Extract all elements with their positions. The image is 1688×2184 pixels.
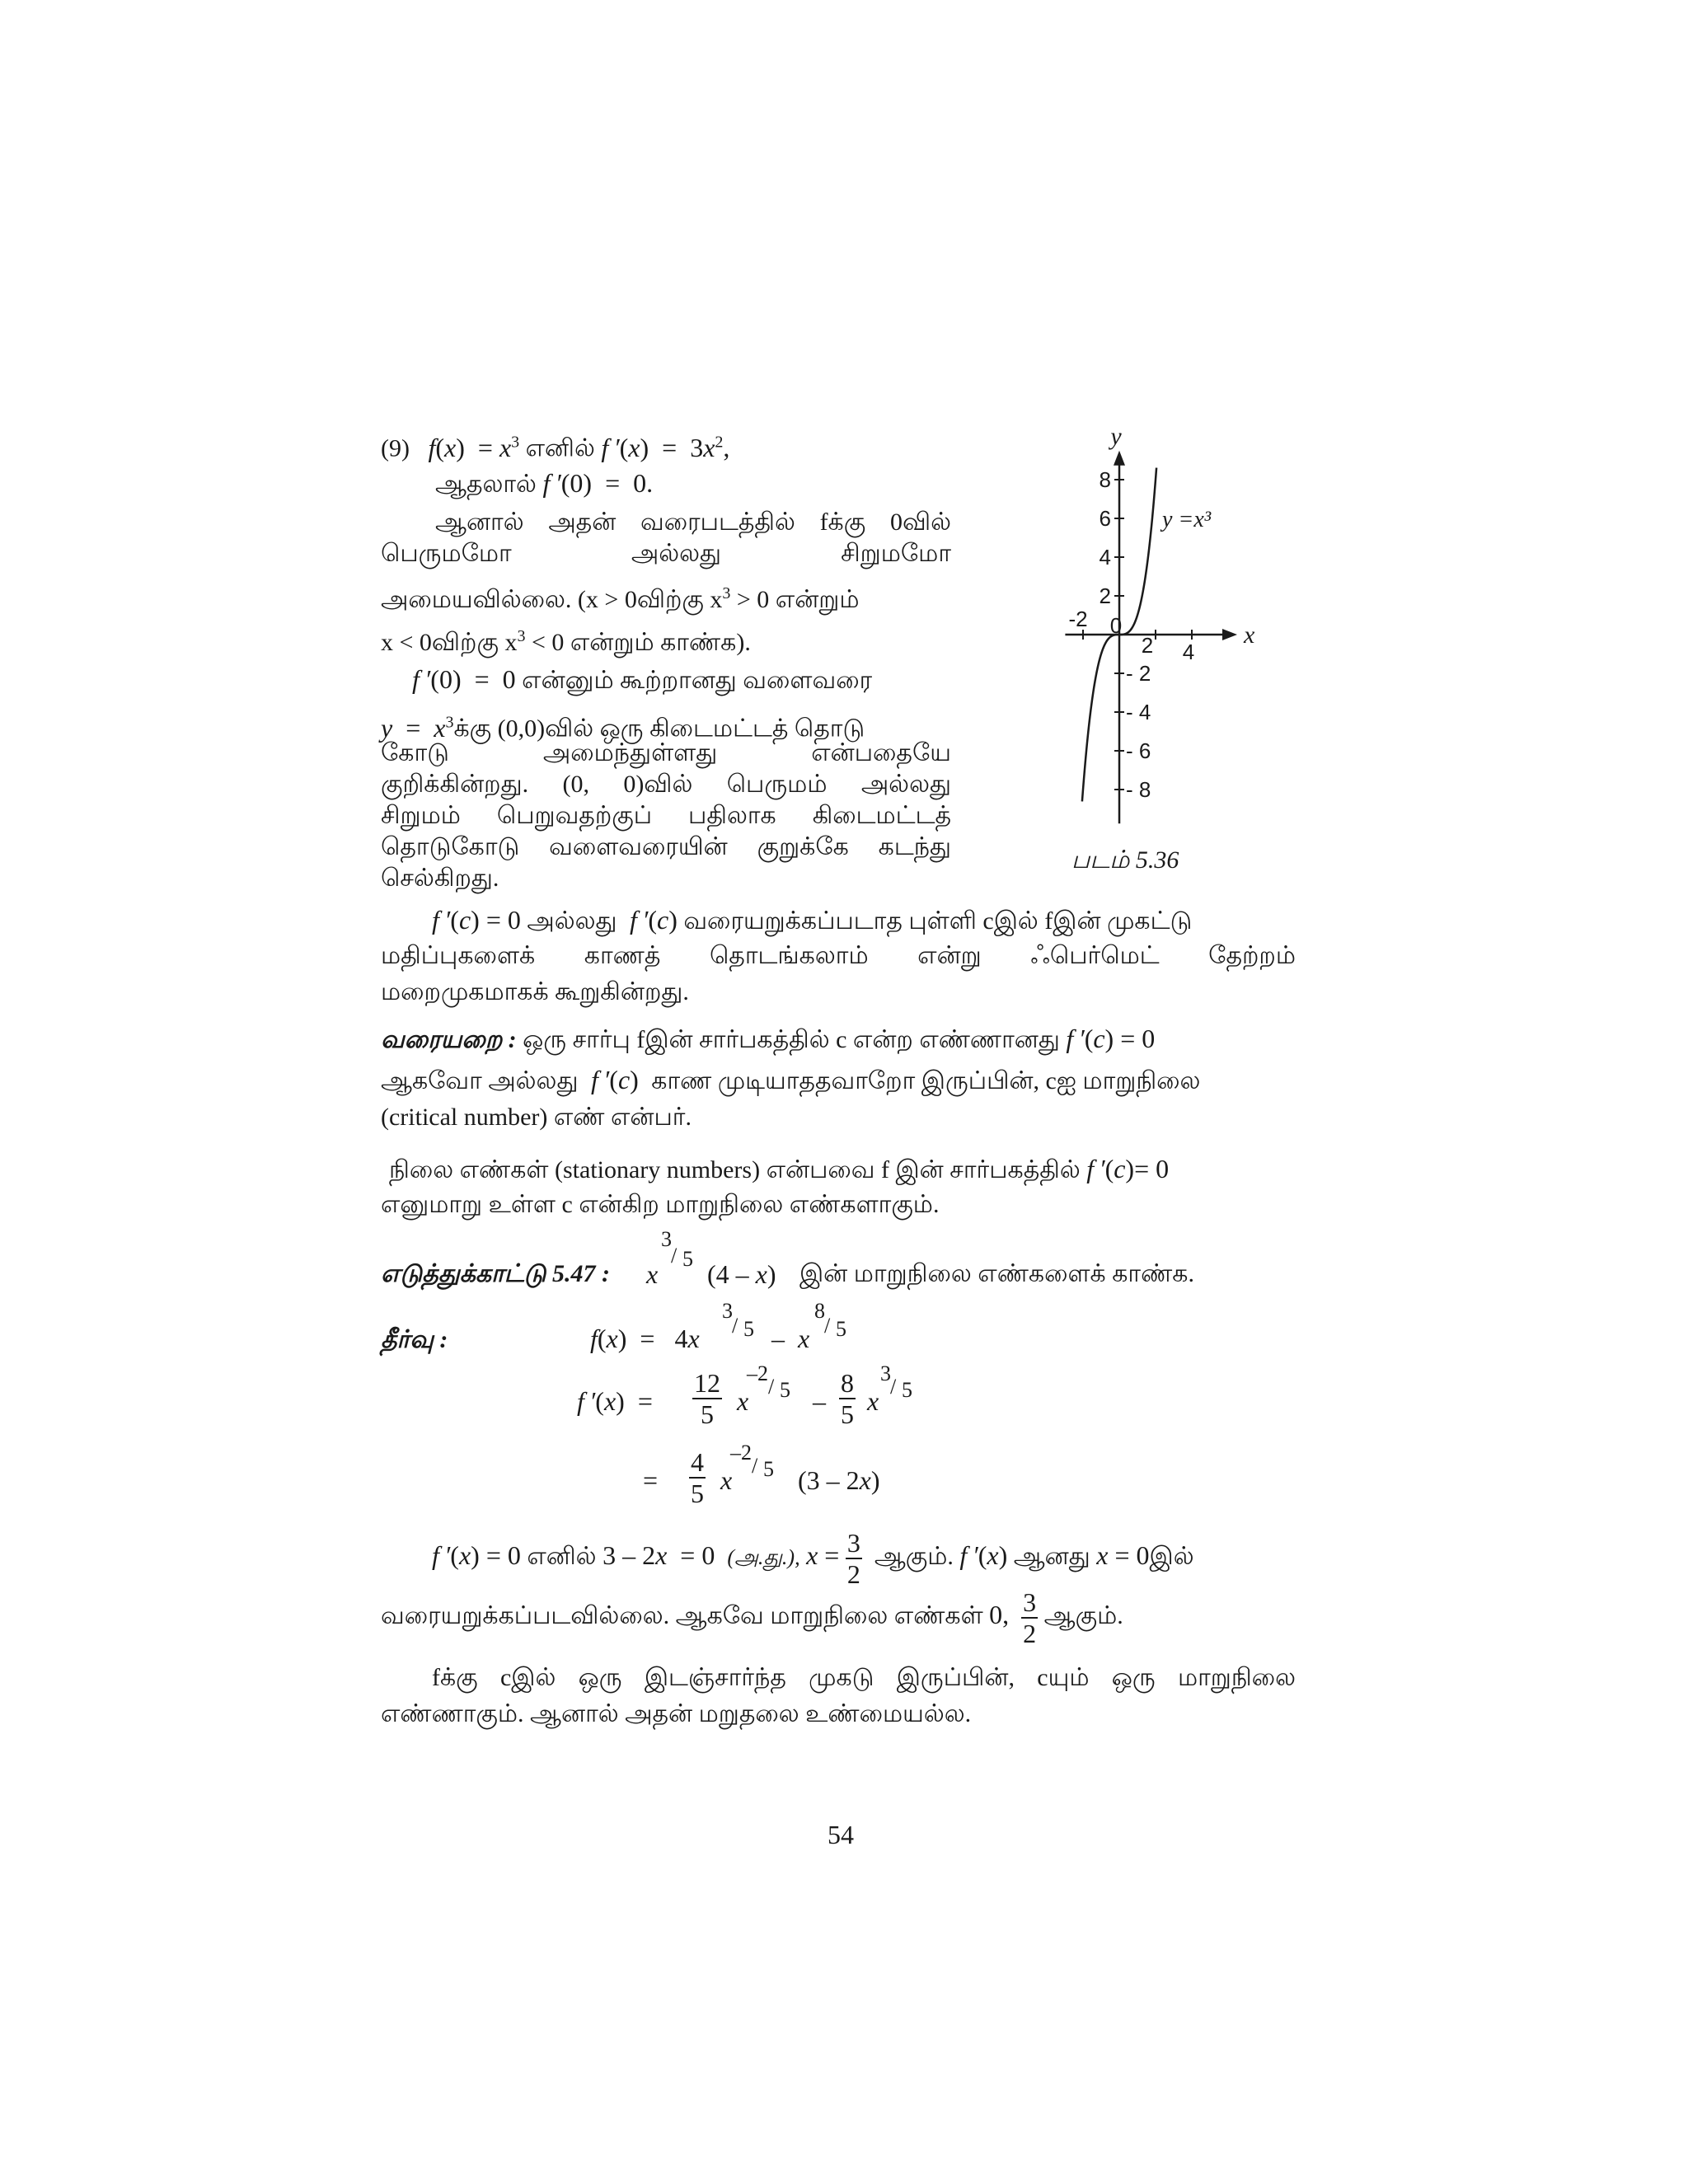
y-tick-label: 4 xyxy=(1099,545,1111,569)
text-segment: இல் xyxy=(1149,1542,1194,1570)
para2-line7: செல்கிறது. xyxy=(381,865,499,892)
x-tick-label: -2 xyxy=(1068,607,1088,631)
text-segment: > 0 என்றும் xyxy=(736,586,860,613)
text-segment: x < 0விற்கு x xyxy=(381,629,518,656)
solution-label: தீர்வு : xyxy=(381,1326,448,1353)
caption-text: படம் 5.36 xyxy=(1071,846,1179,874)
page-number: 54 xyxy=(828,1820,854,1849)
para2-line6: தொடுகோடு வளைவரையின் குறுக்கே கடந்து xyxy=(381,833,951,860)
figure-caption xyxy=(1071,844,1179,877)
para2-line2: $y = x^3க்கு$ (0,0)வில் ஒரு கிடைமட்டத் தொடு xyxy=(381,712,865,743)
text-segment: ஆகவோ அல்லது xyxy=(381,1067,579,1094)
text-segment: (அ.து.), xyxy=(727,1544,800,1569)
text-segment: எனில் xyxy=(525,434,595,462)
para1-line1: ஆனால் அதன் வரைபடத்தில் fக்கு 0வில் xyxy=(435,509,951,536)
graph-labels xyxy=(1108,423,1255,649)
eq-fprime: f ′(x) = $\frac{12}{5}$ x –2 / 5 – $\frac{8}{5}$ x 3 / 5 xyxy=(577,1361,912,1429)
y-tick-label: - 8 xyxy=(1126,777,1151,802)
text-segment: வரையறுக்கப்படாத புள்ளி cஇல் fஇன் முகட்டு xyxy=(683,907,1193,935)
x-tick-label: 0 xyxy=(1109,613,1123,638)
para2-line4: குறிக்கின்றது. (0, 0)வில் பெருமம் அல்லது xyxy=(381,771,951,798)
text-segment: இன் மாறுநிலை எண்களைக் காண்க. xyxy=(799,1260,1194,1287)
text-segment: ஒரு சார்பு fஇன் சார்பகத்தில் c என்ற எண்ணானது xyxy=(523,1026,1060,1053)
eq-fx: f(x) = 4x 3 / 5 – x 8 / 5 xyxy=(590,1299,846,1353)
stationary-line1: நிலை எண்கள் (stationary numbers) என்பவை f இன் சார்பகத்தில் f ′(c)= 0 xyxy=(389,1154,1170,1183)
x-tick-label: 2 xyxy=(1141,633,1154,658)
y-axis-arrow xyxy=(1114,451,1125,466)
para2-line1: f ′(0) = 0 என்னும் கூற்றானது வளைவரை xyxy=(412,664,873,694)
para2-line3: கோடு அமைந்துள்ளது என்பதையே xyxy=(381,739,951,766)
y-tick-label: 6 xyxy=(1099,506,1111,531)
y-tick-label: - 2 xyxy=(1126,661,1151,686)
page: (9) $f(x) = x^3$ எனில் f $'(x) = 3x^2$, ஆதலால் f ′(0) = 0. ஆனால் அதன் வரைபடத்தில் fக்கு 0வில் பெருமமோ அல்லது சிறுமமோ அமையவில்லை. (x > 0விற்கு $x^3 > 0$ என்றும் x < 0விற்கு $x^3 < 0$ என்றும் காண்க). f ′(0) = 0 என்னும் கூற்றானது வளைவரை $y = x^3க்கு$ (0,0)வில் ஒரு கிடைமட்டத் தொடு கோடு அமைந்துள்ளது என்பதையே குறிக்கின்றது. (0, 0)வில் பெருமம் அல்லது சிறுமம் பெறுவதற்குப் பதிலாக கிடைமட்டத் தொடுகோடு வளைவரையின் குறுக்கே கடந்து செல்கிறது. 8 6 4 2 - 2 - 4 - 6 - 8 -2 0 2 4 x y y =x³ படம் 5.36 f ′(c) = 0 அல்லது f ′(c) வரையறுக்கப்படாத புள்ளி cஇல் fஇன் முகட்டு மதிப்புகளைக் காணத் தொடங்கலாம் என்று ஃபெர்மெட் தேற்றம் மறைமுகமாகக் கூறுகின்றது. வரையறை : ஒரு சார்பு fஇன் சார்பகத்தில் c என்ற எண்ணானது f ′(c) = 0 ஆகவோ அல்லது f ′(c) காண முடியாததவாறோ இருப்பின், cஐ மாறுநிலை (critical number) எண் என்பர். நிலை எண்கள் (stationary numbers) என்பவை f இன் சார்பகத்தில் f ′(c)= 0 எனுமாறு உள்ள c என்கிற மாறுநிலை எண்களாகும். எடுத்துக்காட்டு 5.47 : x 3 / 5 (4 – x) இன் மாறுநிலை எண்களைக் காண்க. தீர்வு : f(x) = 4x 3 / 5 – x 8 / 5 f ′(x) = $\frac{12}{5}$ x –2 / 5 – $\frac{8}{5}$ x 3 / 5 = $\frac{4}{5}$ x –2 / 5 (3 – 2x) f ′(x) = 0 எனில் 3 – 2x = 0 (அ.து.), x = $\frac{3}{2}$ ஆகும். f ′(x) ஆனது x = 0இல் வரையறுக்கப்படவில்லை. ஆகவே மாறுநிலை எண்கள் 0, $\frac{3}{2}$ ஆகும். fக்கு cஇல் ஒரு இடஞ்சார்ந்த முகடு இருப்பின், cயும் ஒரு மாறுநிலை எண்ணாகும். ஆனால் அதன் மறுதலை உண்மையல்ல. 54 xyxy=(0,0,1688,2184)
para1-line4: x < 0விற்கு $x^3 < 0$ என்றும் காண்க). xyxy=(381,627,751,656)
text-segment: க்கு (0,0)வில் ஒரு கிடைமட்டத் தொடு xyxy=(453,715,865,743)
bottom-line1: f ′(x) = 0 எனில் 3 – 2x = 0 (அ.து.), x = $\frac{3}{2}$ ஆகும். f ′(x) ஆனது x = 0இல் xyxy=(432,1528,1194,1589)
definition-label: வரையறை : xyxy=(381,1026,517,1053)
x-axis-arrow xyxy=(1222,629,1237,640)
y-tick-label: 8 xyxy=(1099,467,1111,492)
definition-line3: (critical number) எண் என்பர். xyxy=(381,1104,692,1131)
text-segment: நிலை எண்கள் (stationary numbers) என்பவை f இன் சார்பகத்தில் xyxy=(389,1156,1081,1183)
text-segment: ஆகும். xyxy=(874,1542,954,1570)
para1-line2: பெருமமோ அல்லது சிறுமமோ xyxy=(381,540,951,567)
fermat-line3: மறைமுகமாகக் கூறுகின்றது. xyxy=(381,978,689,1005)
text-segment: வரையறுக்கப்படவில்லை. ஆகவே மாறுநிலை எண்கள் xyxy=(381,1601,983,1629)
y-tick-label: 2 xyxy=(1099,583,1111,608)
text-segment: ஆனது xyxy=(1013,1542,1090,1570)
fermat-line1: f ′(c) = 0 அல்லது f ′(c) வரையறுக்கப்படாத புள்ளி cஇல் fஇன் முகட்டு xyxy=(432,905,1193,935)
text-segment: காண முடியாததவாறோ இருப்பின், cஐ மாறுநிலை xyxy=(651,1067,1201,1094)
example-label: எடுத்துக்காட்டு 5.47 : xyxy=(381,1260,610,1287)
text-segment: < 0 என்றும் காண்க). xyxy=(531,629,751,656)
bottom-line2: வரையறுக்கப்படவில்லை. ஆகவே மாறுநிலை எண்கள் 0, $\frac{3}{2}$ ஆகும். xyxy=(381,1587,1123,1648)
definition-line2: ஆகவோ அல்லது f ′(c) காண முடியாததவாறோ இருப்பின், cஐ மாறுநிலை xyxy=(381,1065,1201,1094)
text-segment: என்னும் கூற்றானது வளைவரை xyxy=(522,667,873,694)
fermat-line2: மதிப்புகளைக் காணத் தொடங்கலாம் என்று ஃபெர்மெட் தேற்றம் xyxy=(381,942,1296,969)
para1-line3: அமையவில்லை. (x > 0விற்கு $x^3 > 0$ என்றும் xyxy=(381,584,860,613)
x-axis-label: x xyxy=(1244,621,1255,649)
stationary-line2: எனுமாறு உள்ள c என்கிற மாறுநிலை எண்களாகும். xyxy=(381,1191,940,1218)
curve-label: y =x³ xyxy=(1162,507,1212,532)
last-line1: fக்கு cஇல் ஒரு இடஞ்சார்ந்த முகடு இருப்பின், cயும் ஒரு மாறுநிலை xyxy=(432,1664,1296,1691)
definition-line1: வரையறை : ஒரு சார்பு fஇன் சார்பகத்தில் c என்ற எண்ணானது f ′(c) = 0 xyxy=(381,1024,1156,1053)
para2-line5: சிறுமம் பெறுவதற்குப் பதிலாக கிடைமட்டத் xyxy=(381,802,951,829)
item-9-line2: ஆதலால் f ′(0) = 0. xyxy=(435,468,654,498)
text-segment: எனில் xyxy=(527,1542,597,1570)
y-axis-label: y xyxy=(1110,422,1122,450)
text-segment: ஆதலால் xyxy=(435,471,537,498)
cubic-graph xyxy=(1022,420,1253,816)
text-segment: அமையவில்லை. (x > 0விற்கு x xyxy=(381,586,723,613)
y-tick-label: - 4 xyxy=(1126,700,1151,724)
text-segment: அல்லது xyxy=(527,907,617,935)
last-line2: எண்ணாகும். ஆனால் அதன் மறுதலை உண்மையல்ல. xyxy=(381,1700,972,1727)
eq-simplified: = $\frac{4}{5}$ x –2 / 5 (3 – 2x) xyxy=(643,1441,880,1508)
item-number: (9) xyxy=(381,434,410,462)
text-segment: ஆகும். xyxy=(1043,1601,1123,1629)
item-9-line1: (9) $f(x) = x^3$ எனில் f $'(x) = 3x^2$, xyxy=(381,432,730,462)
x-tick-label: 4 xyxy=(1182,640,1195,664)
y-tick-label: - 6 xyxy=(1126,738,1151,763)
